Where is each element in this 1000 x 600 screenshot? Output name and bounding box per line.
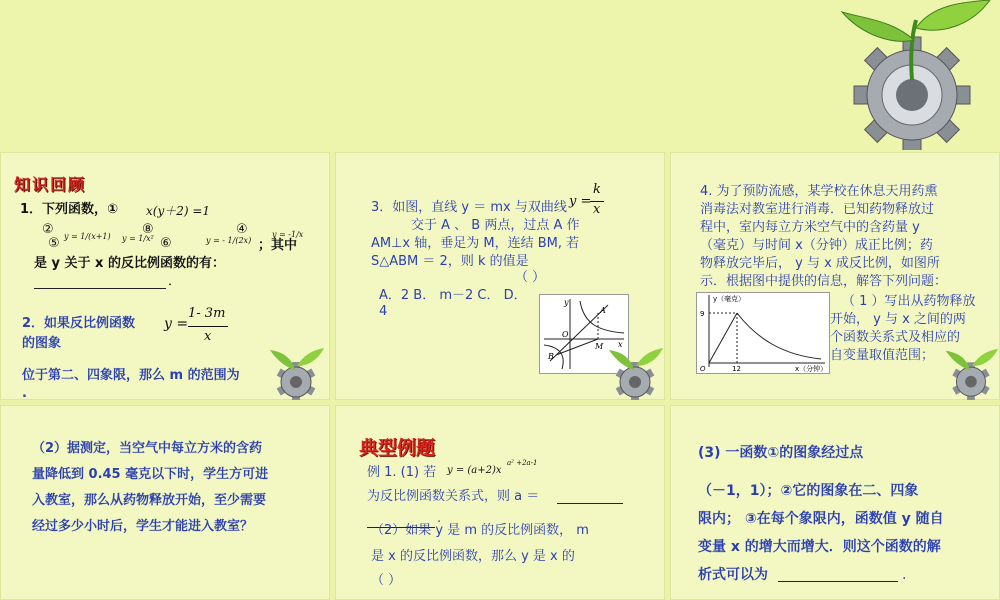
q3-line2: 交于 A 、 B 两点，过点 A 作	[411, 218, 580, 233]
q4-line6: 示．根据图中提供的信息，解答下列问题：	[700, 274, 948, 289]
q3-line1: 3．如图，直线 y ＝ mx 与双曲线	[371, 200, 567, 215]
q1-formula-1: x(y＋2) =1	[146, 204, 211, 218]
q1-tail: ；其中	[258, 238, 298, 253]
q3-graph-point-b: B	[548, 352, 554, 361]
q3-graph-y-label: y	[564, 298, 569, 307]
q2-formula-denominator: x	[204, 329, 212, 344]
q4-line2: 消毒法对教室进行消毒．已知药物释放过	[700, 202, 935, 217]
q1-formula-5: y = -1/x	[272, 230, 304, 239]
q4-graph-x-label: x（分钟）	[795, 365, 828, 373]
knowledge-review-heading: 知识回顾	[14, 175, 87, 194]
q4-graph	[696, 292, 830, 374]
panel-question-4	[670, 152, 1000, 400]
small-gear-plant-icon	[940, 344, 1000, 400]
q3-line4: S△ABM ＝ 2，则 k 的值是	[371, 254, 529, 269]
q4-part2-line3: 入教室，那么从药物释放开始，至少需要	[32, 493, 267, 508]
q2-fraction-bar	[188, 326, 228, 327]
q1-num-4: ④	[236, 222, 248, 237]
q4-line5: 物释放完毕后， y 与 x 成反比例，如图所	[700, 256, 940, 271]
ex1-line3-dot: .	[437, 511, 442, 526]
q1-formula-3: y = 1/x²	[122, 234, 154, 243]
q4-line3: 程中，室内每立方米空气中的含药量 y	[700, 220, 920, 235]
ex2-answer-paren: （ ）	[371, 573, 402, 588]
ex1-formula-exponent: a² +2a-1	[507, 459, 538, 467]
ex1-intro: 例 1. (1) 若	[367, 465, 437, 480]
q2-formula-numerator: 1- 3m	[188, 306, 226, 321]
ex3-line5: 析式可以为	[698, 567, 768, 583]
q3-option-d: 4	[379, 304, 388, 319]
q1-formula-2: y = 1/(x+1)	[64, 232, 111, 241]
ex3-line3: 限内； ③在每个象限内，函数值 y 随自	[698, 511, 944, 527]
q4-graph-origin: O	[700, 365, 706, 373]
q1-line3: 是 y 关于 x 的反比例函数的有：	[34, 256, 225, 271]
small-gear-plant-icon	[603, 344, 665, 400]
panel-question-3	[335, 152, 665, 400]
q2-formula-lhs: y =	[164, 316, 189, 332]
q1-intro: 1．下列函数，①	[20, 202, 119, 217]
q2-line3: 位于第二、四象限，那么 m 的范围为	[22, 368, 240, 383]
q3-line3: AM⊥x 轴，垂足为 M，连结 BM, 若	[371, 236, 580, 251]
q1-num-2: ②	[42, 222, 54, 237]
q1-blank-dot: ．	[168, 274, 182, 289]
small-gear-plant-icon	[264, 344, 326, 400]
q4-part2-line4: 经过多少小时后，学生才能进入教室？	[32, 519, 254, 534]
q1-num-5: ⑤	[48, 236, 60, 251]
q3-formula-denominator: x	[593, 202, 601, 217]
typical-examples-heading: 典型例题	[359, 437, 436, 459]
ex3-line1: (3) 一函数①的图象经过点	[698, 445, 864, 461]
panel-question-3-function	[670, 405, 1000, 600]
q3-graph-x-label: x	[618, 340, 623, 349]
ex2-line2: 是 x 的反比例函数，那么 y 是 x 的	[371, 549, 575, 564]
q3-options: A．2 B． m－2 C． D．	[379, 288, 527, 303]
sub1-line3: 个函数关系式及相应的	[830, 330, 961, 345]
sub1-line1: （ 1 ）写出从药物释放	[842, 294, 976, 309]
q3-graph-point-m: M	[595, 342, 604, 351]
gear-plant-logo-icon	[832, 0, 1000, 150]
q4-part2-line2: 量降低到 0.45 毫克以下时，学生方可进	[32, 467, 269, 482]
q3-answer-paren: （ ）	[515, 270, 546, 285]
q3-graph-origin: O	[562, 330, 569, 339]
q3-formula-numerator: k	[593, 182, 601, 197]
q4-graph-y-label: y（毫克）	[713, 295, 746, 303]
q4-graph-y-tick: 9	[700, 310, 705, 318]
q4-part2-line1: （2）据测定，当空气中每立方米的含药	[32, 441, 263, 456]
q2-dot: .	[22, 386, 27, 401]
panel-typical-examples	[335, 405, 665, 600]
q3-graph-point-a: A	[600, 306, 606, 315]
panel-question-4-part-2	[0, 405, 330, 600]
ex3-answer-blank	[778, 581, 898, 582]
ex1-formula: y = (a+2)x	[447, 465, 502, 476]
sub1-line2: 开始， y 与 x 之间的两	[830, 312, 966, 327]
ex3-line4: 变量 x 的增大而增大．则这个函数的解	[698, 539, 941, 555]
q2-line2: 的图象	[22, 336, 62, 351]
sub1-line4: 自变量取值范围；	[830, 348, 935, 363]
panel-knowledge-review	[0, 152, 330, 400]
q1-num-8: ⑧	[142, 222, 154, 237]
q4-graph-svg	[697, 293, 829, 373]
q4-line1: 4. 为了预防流感，某学校在休息天用药熏	[700, 184, 938, 199]
q3-formula-lhs: y =	[569, 194, 592, 209]
q1-formula-4: y = - 1/(2x)	[206, 236, 252, 245]
q1-num-6: ⑥	[160, 236, 172, 251]
ex3-line5-dot: .	[902, 567, 907, 583]
q1-answer-blank	[34, 274, 166, 289]
ex1-line2: 为反比例函数关系式，则 a ＝	[367, 489, 540, 504]
q2-intro: 2．如果反比例函数	[22, 316, 136, 331]
q4-graph-x-tick: 12	[732, 365, 741, 373]
ex2-line1: （2）如果 y 是 m 的反比例函数， m	[371, 523, 589, 538]
q4-line4: （毫克）与时间 x（分钟）成正比例；药	[700, 238, 933, 253]
ex3-line2: （－1，1）；②它的图象在二、四象	[698, 483, 919, 499]
ex1-answer-blank	[557, 503, 623, 504]
